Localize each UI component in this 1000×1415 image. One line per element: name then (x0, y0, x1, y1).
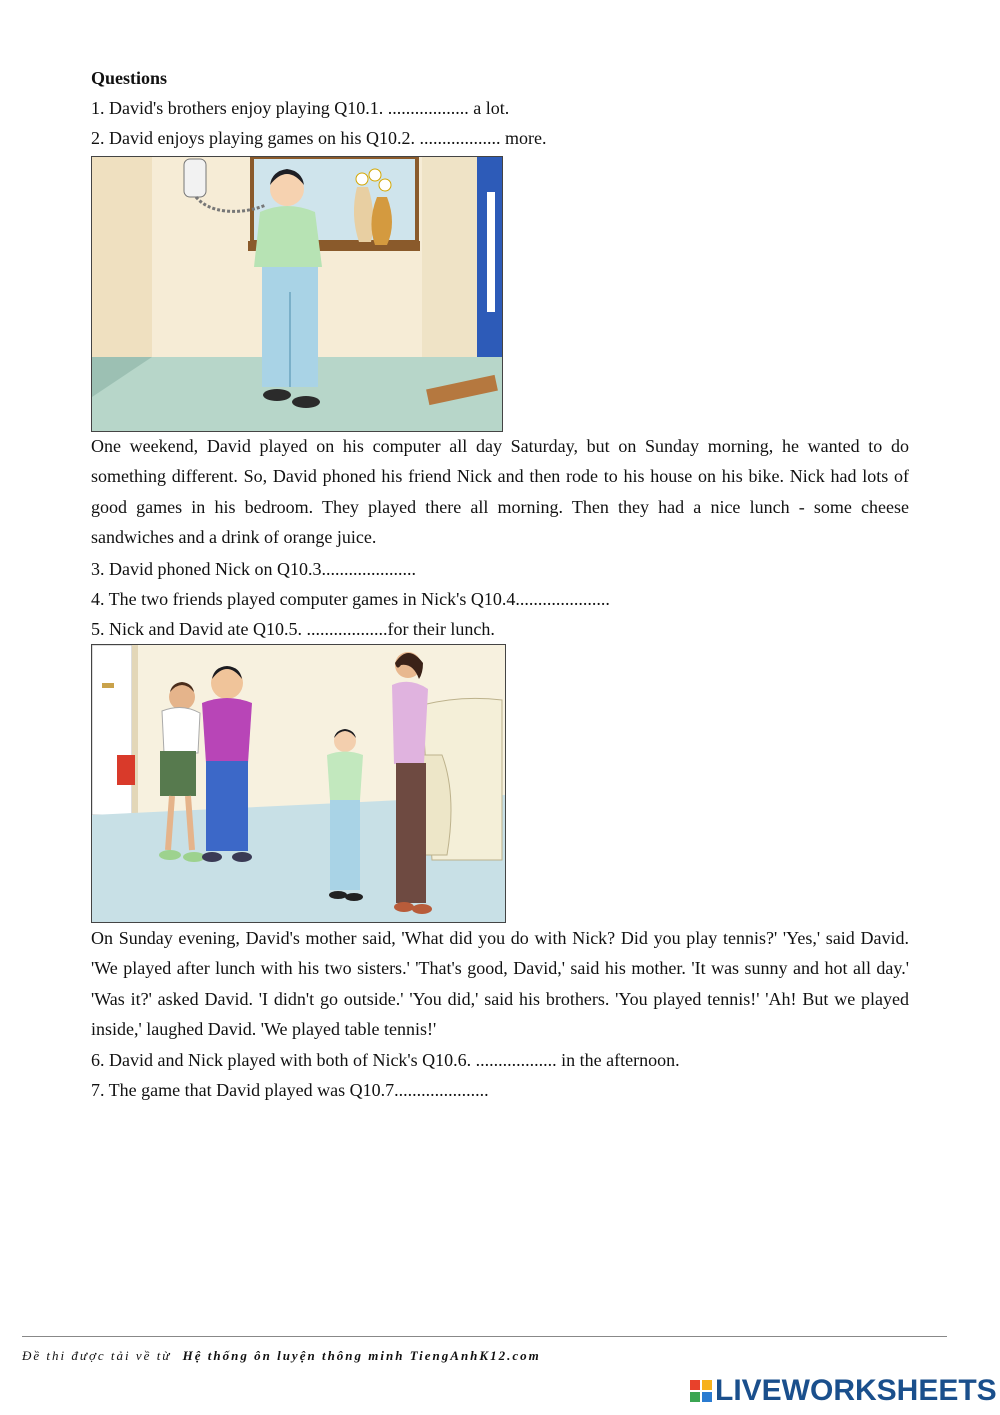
liveworksheets-wordmark: LIVEWORKSHEETS (715, 1374, 997, 1407)
illustration-phone-call (91, 156, 503, 432)
questions-heading: Questions (91, 68, 168, 88)
illustration-family-conversation (91, 644, 506, 923)
question-4: 4. The two friends played computer games in Nick's Q10.4..................... (91, 589, 610, 609)
question-3: 3. David phoned Nick on Q10.3..................... (91, 559, 416, 579)
liveworksheets-logo (690, 1374, 997, 1408)
question-7: 7. The game that David played was Q10.7..................... (91, 1080, 489, 1100)
liveworksheets-logo-icon (690, 1380, 712, 1402)
question-5: 5. Nick and David ate Q10.5. ..................for their lunch. (91, 619, 495, 639)
question-2: 2. David enjoys playing games on his Q10.2. .................. more. (91, 128, 547, 148)
question-6: 6. David and Nick played with both of Nick's Q10.6. .................. in the afternoon. (91, 1050, 680, 1070)
footer-source (22, 1348, 541, 1364)
question-1: 1. David's brothers enjoy playing Q10.1. .................. a lot. (91, 98, 510, 118)
footer-source-name: Hệ thống ôn luyện thông minh TiengAnhK12.com (182, 1348, 541, 1363)
story-paragraph-1: One weekend, David played on his computer all day Saturday, but on Sunday morning, he wanted to do something different. So, David phoned his friend Nick and then rode to his house on his bike. Nick had lots of good games in his bedroom. They played there all morning. Then they had a nice lunch - some cheese sandwiches and a drink of orange juice. (91, 436, 909, 548)
story-paragraph-2: On Sunday evening, David's mother said, 'What did you do with Nick? Did you play tennis?' 'Yes,' said David. 'We played after lunch with his two sisters.' 'That's good, David,' said his mother. 'It was sunny and hot all day.' 'Was it?' asked David. 'I didn't go outside.' 'You did,' said his brothers. 'You played tennis!' 'Ah! But we played inside,' laughed David. 'We played table tennis!' (91, 928, 909, 1040)
footer-prefix: Đề thi được tải về từ (22, 1348, 172, 1363)
footer-divider (22, 1336, 947, 1337)
